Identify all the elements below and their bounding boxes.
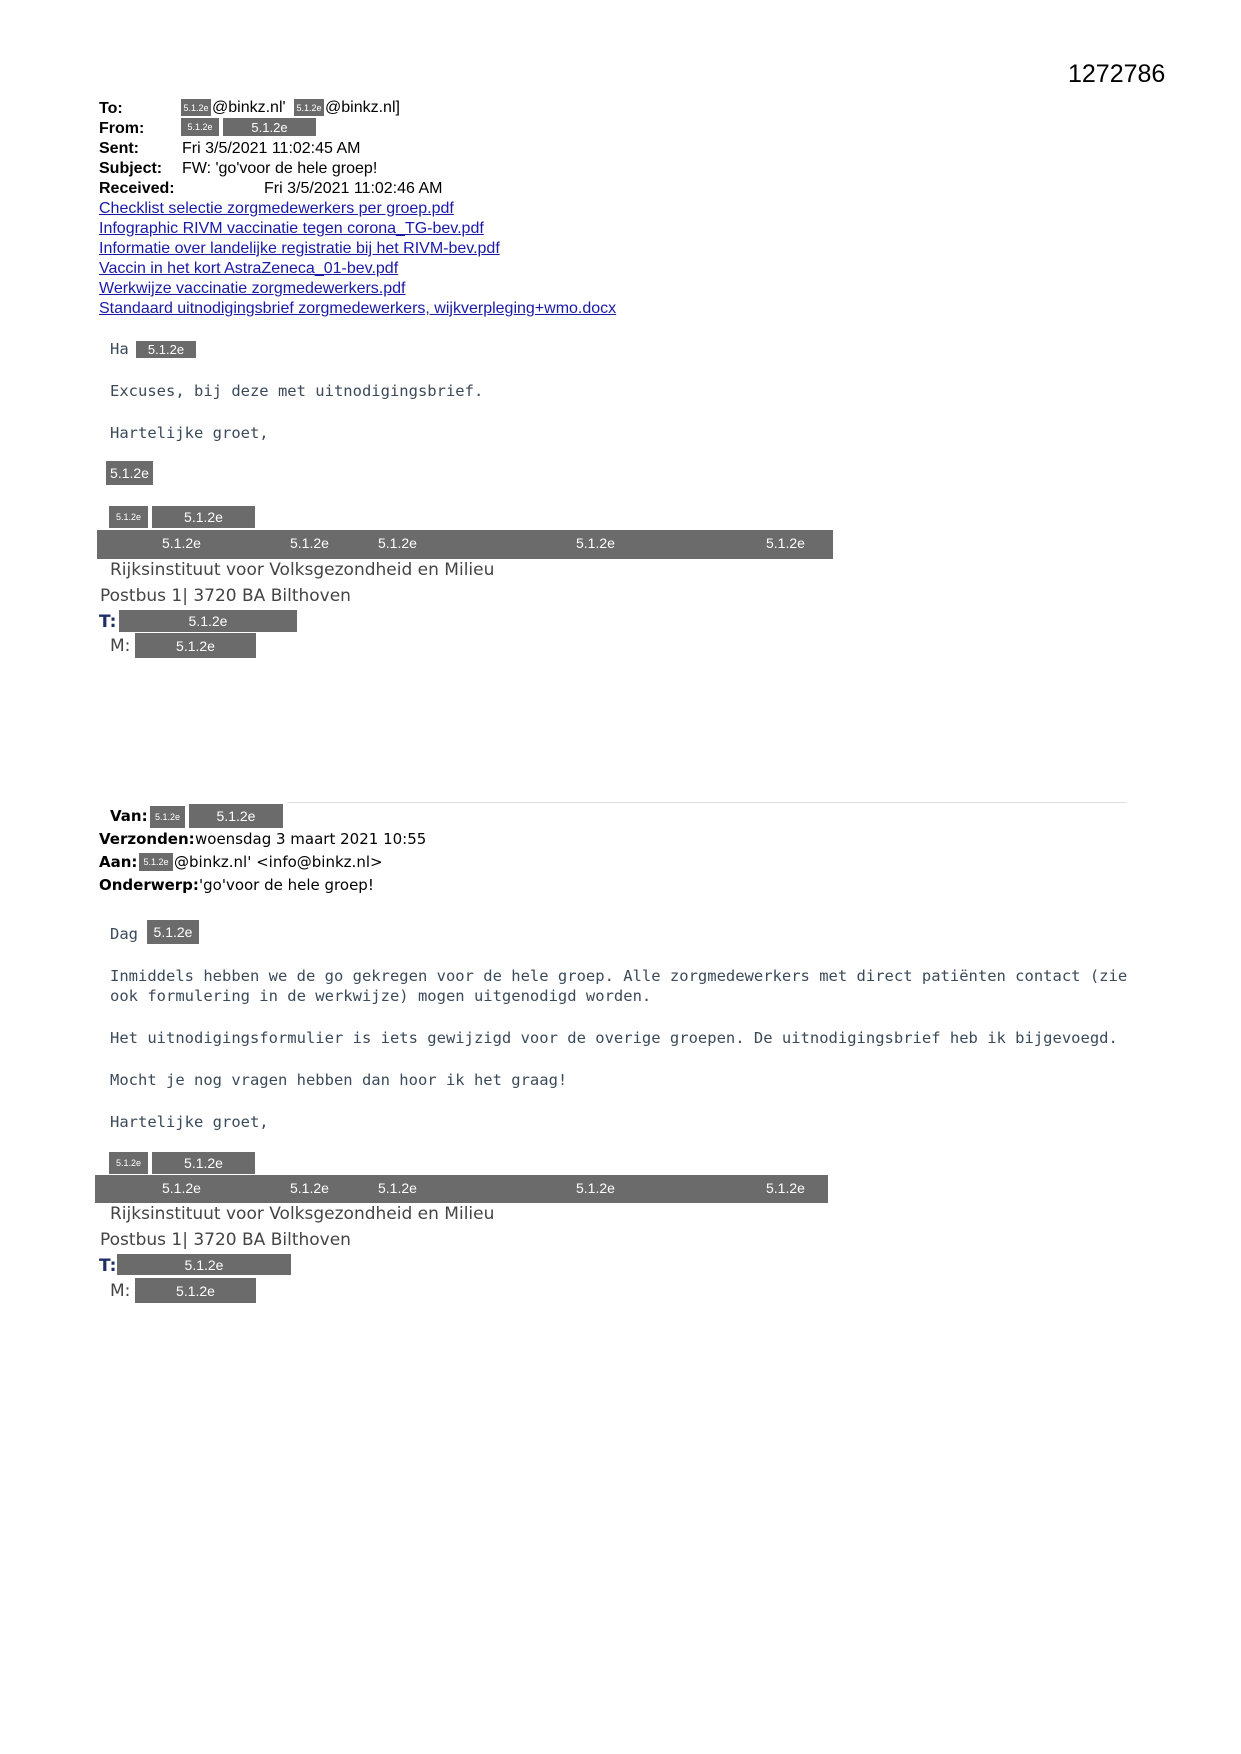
sent-value: Fri 3/5/2021 11:02:45 AM — [182, 140, 361, 157]
redaction: 5.1.2e — [152, 1152, 255, 1174]
verzonden-label: Verzonden: — [99, 830, 195, 848]
aan-value: @binkz.nl' <info@binkz.nl> — [174, 853, 383, 871]
redaction: 5.1.2e — [181, 99, 211, 116]
phone-label: T: — [99, 612, 117, 632]
redaction: 5.1.2e — [119, 610, 297, 632]
subject-label: Subject: — [99, 160, 163, 177]
redaction: 5.1.2e — [162, 1180, 201, 1196]
mobile-label: M: — [110, 1281, 131, 1301]
attachment-link[interactable]: Informatie over landelijke registratie bij het RIVM-bev.pdf — [99, 240, 500, 257]
received-label: Received: — [99, 180, 175, 197]
redaction: 5.1.2e — [766, 1180, 805, 1196]
greeting: Ha — [110, 340, 129, 358]
redaction: 5.1.2e — [135, 633, 256, 658]
redaction: 5.1.2e — [135, 1278, 256, 1303]
redaction: 5.1.2e — [378, 535, 417, 551]
body-line: Excuses, bij deze met uitnodigingsbrief. — [110, 382, 484, 400]
redaction: 5.1.2e — [189, 804, 283, 828]
redaction: 5.1.2e — [152, 506, 255, 528]
document-number: 1272786 — [1068, 60, 1166, 88]
signature-org: Rijksinstituut voor Volksgezondheid en Milieu — [110, 1204, 495, 1224]
mobile-label: M: — [110, 636, 131, 656]
received-value: Fri 3/5/2021 11:02:46 AM — [264, 180, 443, 197]
redaction: 5.1.2e — [290, 535, 329, 551]
to-label: To: — [99, 100, 123, 117]
redaction: 5.1.2e — [150, 806, 185, 828]
redaction: 5.1.2e — [117, 1254, 291, 1275]
signature-address: Postbus 1| 3720 BA Bilthoven — [100, 1230, 351, 1250]
redaction: 5.1.2e — [766, 535, 805, 551]
attachment-link[interactable]: Standaard uitnodigingsbrief zorgmedewerkers, wijkverpleging+wmo.docx — [99, 300, 617, 317]
attachment-link[interactable]: Checklist selectie zorgmedewerkers per groep.pdf — [99, 200, 454, 217]
greeting: Dag — [110, 925, 138, 943]
body-line: Het uitnodigingsformulier is iets gewijzigd voor de overige groepen. De uitnodigingsbrief heb ik bijgevoegd. — [110, 1029, 1118, 1047]
attachment-link[interactable]: Werkwijze vaccinatie zorgmedewerkers.pdf — [99, 280, 406, 297]
aan-label: Aan: — [99, 853, 138, 871]
subject-value: FW: 'go'voor de hele groep! — [182, 160, 378, 177]
redaction: 5.1.2e — [576, 1180, 615, 1196]
redaction: 5.1.2e — [378, 1180, 417, 1196]
signature-address: Postbus 1| 3720 BA Bilthoven — [100, 586, 351, 606]
redaction-bar — [97, 530, 833, 559]
redaction: 5.1.2e — [109, 506, 148, 528]
phone-label: T: — [99, 1256, 117, 1276]
verzonden-value: woensdag 3 maart 2021 10:55 — [195, 830, 427, 848]
closing: Hartelijke groet, — [110, 424, 269, 442]
onderwerp-label: Onderwerp: — [99, 876, 199, 894]
body-line: Mocht je nog vragen hebben dan hoor ik het graag! — [110, 1071, 568, 1089]
redaction-bar — [95, 1175, 828, 1203]
redaction: 5.1.2e — [136, 341, 196, 358]
redaction: 5.1.2e — [139, 853, 173, 871]
closing: Hartelijke groet, — [110, 1113, 269, 1131]
redaction: 5.1.2e — [576, 535, 615, 551]
redaction: 5.1.2e — [109, 1152, 148, 1174]
to-address-1: @binkz.nl' — [212, 99, 286, 116]
redaction: 5.1.2e — [223, 118, 316, 136]
redaction: 5.1.2e — [147, 920, 199, 944]
redaction: 5.1.2e — [106, 461, 153, 485]
redaction: 5.1.2e — [290, 1180, 329, 1196]
redaction: 5.1.2e — [162, 535, 201, 551]
van-label: Van: — [110, 807, 148, 825]
to-address-2: @binkz.nl] — [325, 99, 400, 116]
redaction: 5.1.2e — [294, 99, 324, 116]
redaction: 5.1.2e — [181, 118, 219, 136]
separator-line — [287, 802, 1127, 803]
attachment-link[interactable]: Vaccin in het kort AstraZeneca_01-bev.pdf — [99, 260, 399, 277]
onderwerp-value: 'go'voor de hele groep! — [199, 876, 374, 894]
from-label: From: — [99, 120, 145, 137]
body-line: Inmiddels hebben we de go gekregen voor de hele groep. Alle zorgmedewerkers met direct patiënten contact (zie — [110, 967, 1128, 985]
attachment-link[interactable]: Infographic RIVM vaccinatie tegen corona_TG-bev.pdf — [99, 220, 484, 237]
sent-label: Sent: — [99, 140, 139, 157]
signature-org: Rijksinstituut voor Volksgezondheid en Milieu — [110, 560, 495, 580]
body-line: ook formulering in de werkwijze) mogen uitgenodigd worden. — [110, 987, 652, 1005]
